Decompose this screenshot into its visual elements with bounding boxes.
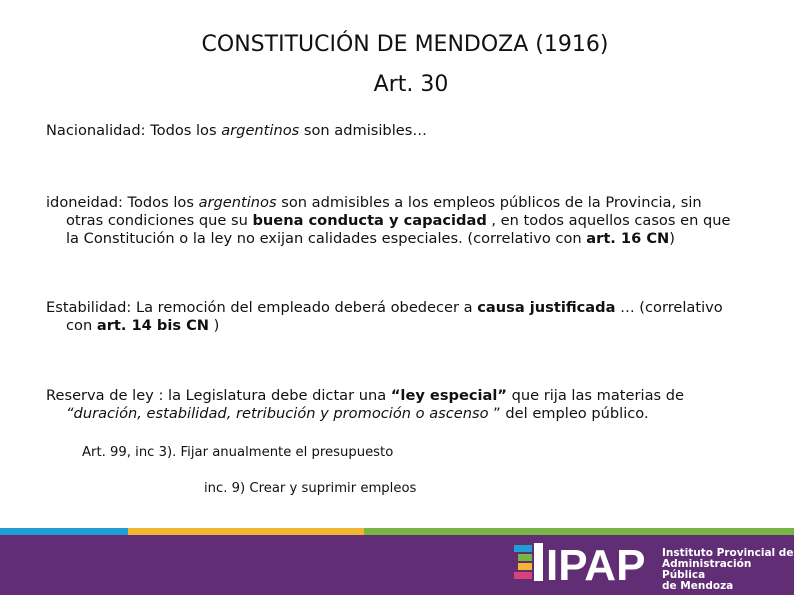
- italic-text: argentinos: [198, 194, 277, 211]
- paragraph-line: [46, 405, 766, 423]
- text: con: [66, 317, 97, 334]
- slide-title: CONSTITUCIÓN DE MENDOZA (1916): [201, 32, 609, 57]
- paragraph-line: [46, 230, 766, 248]
- text: ): [209, 317, 220, 334]
- institution-line-2: Administración Pública: [662, 558, 752, 581]
- footer-stripe-blue: [0, 528, 128, 535]
- bold-text: art. 14 bis CN: [96, 317, 210, 334]
- paragraph-line: [46, 212, 766, 230]
- label-reserva-de-ley: Reserva de ley: [46, 387, 154, 404]
- text: otras condiciones que su: [66, 212, 253, 229]
- institution-line-1: Instituto Provincial de: [662, 547, 794, 559]
- italic-text: “duración, estabilidad, retribución y promoción o ascenso: [66, 405, 489, 422]
- paragraph-idoneidad: [46, 194, 766, 248]
- text: son admisibles…: [299, 122, 427, 139]
- inc-9-note: inc. 9) Crear y suprimir empleos: [204, 481, 417, 496]
- slide-subtitle: Art. 30: [373, 72, 449, 97]
- footer-stripe-yellow: [128, 528, 364, 535]
- text: , en todos aquellos casos en que: [486, 212, 731, 229]
- text: : la Legislatura debe dictar una: [153, 387, 391, 404]
- institution-name: [662, 548, 794, 592]
- label-nacionalidad: Nacionalidad:: [46, 122, 146, 139]
- text: : Todos los: [118, 194, 199, 211]
- text: son admisibles a los empleos públicos de la Provincia, sin: [276, 194, 702, 211]
- logo-text: IPAP: [546, 541, 646, 585]
- bold-text: art. 16 CN: [586, 230, 670, 247]
- text: … (correlativo: [615, 299, 723, 316]
- text: la Constitución o la ley no exijan calidades especiales. (correlativo con: [66, 230, 587, 247]
- bold-text: causa justificada: [477, 299, 616, 316]
- text: Todos los: [145, 122, 222, 139]
- paragraph-estabilidad: [46, 299, 766, 335]
- label-idoneidad: idoneidad: [46, 194, 118, 211]
- ipap-logo: [514, 541, 658, 585]
- paragraph-nacionalidad: [46, 122, 766, 140]
- bold-text: “ley especial”: [390, 387, 507, 404]
- article-99-note: Art. 99, inc 3). Fijar anualmente el presupuesto: [82, 445, 394, 460]
- text: ” del empleo público.: [488, 405, 649, 422]
- text: que rija las materias de: [506, 387, 684, 404]
- paragraph-reserva-de-ley: [46, 387, 766, 423]
- bold-text: buena conducta y capacidad: [252, 212, 487, 229]
- footer-stripe-green: [364, 528, 794, 535]
- italic-text: argentinos: [221, 122, 300, 139]
- label-estabilidad: Estabilidad: [46, 299, 127, 316]
- logo-mark-icon: [514, 543, 543, 581]
- paragraph-line: [46, 317, 766, 335]
- text: ): [669, 230, 675, 247]
- institution-line-3: de Mendoza: [662, 580, 734, 592]
- text: : La remoción del empleado deberá obedecer a: [126, 299, 478, 316]
